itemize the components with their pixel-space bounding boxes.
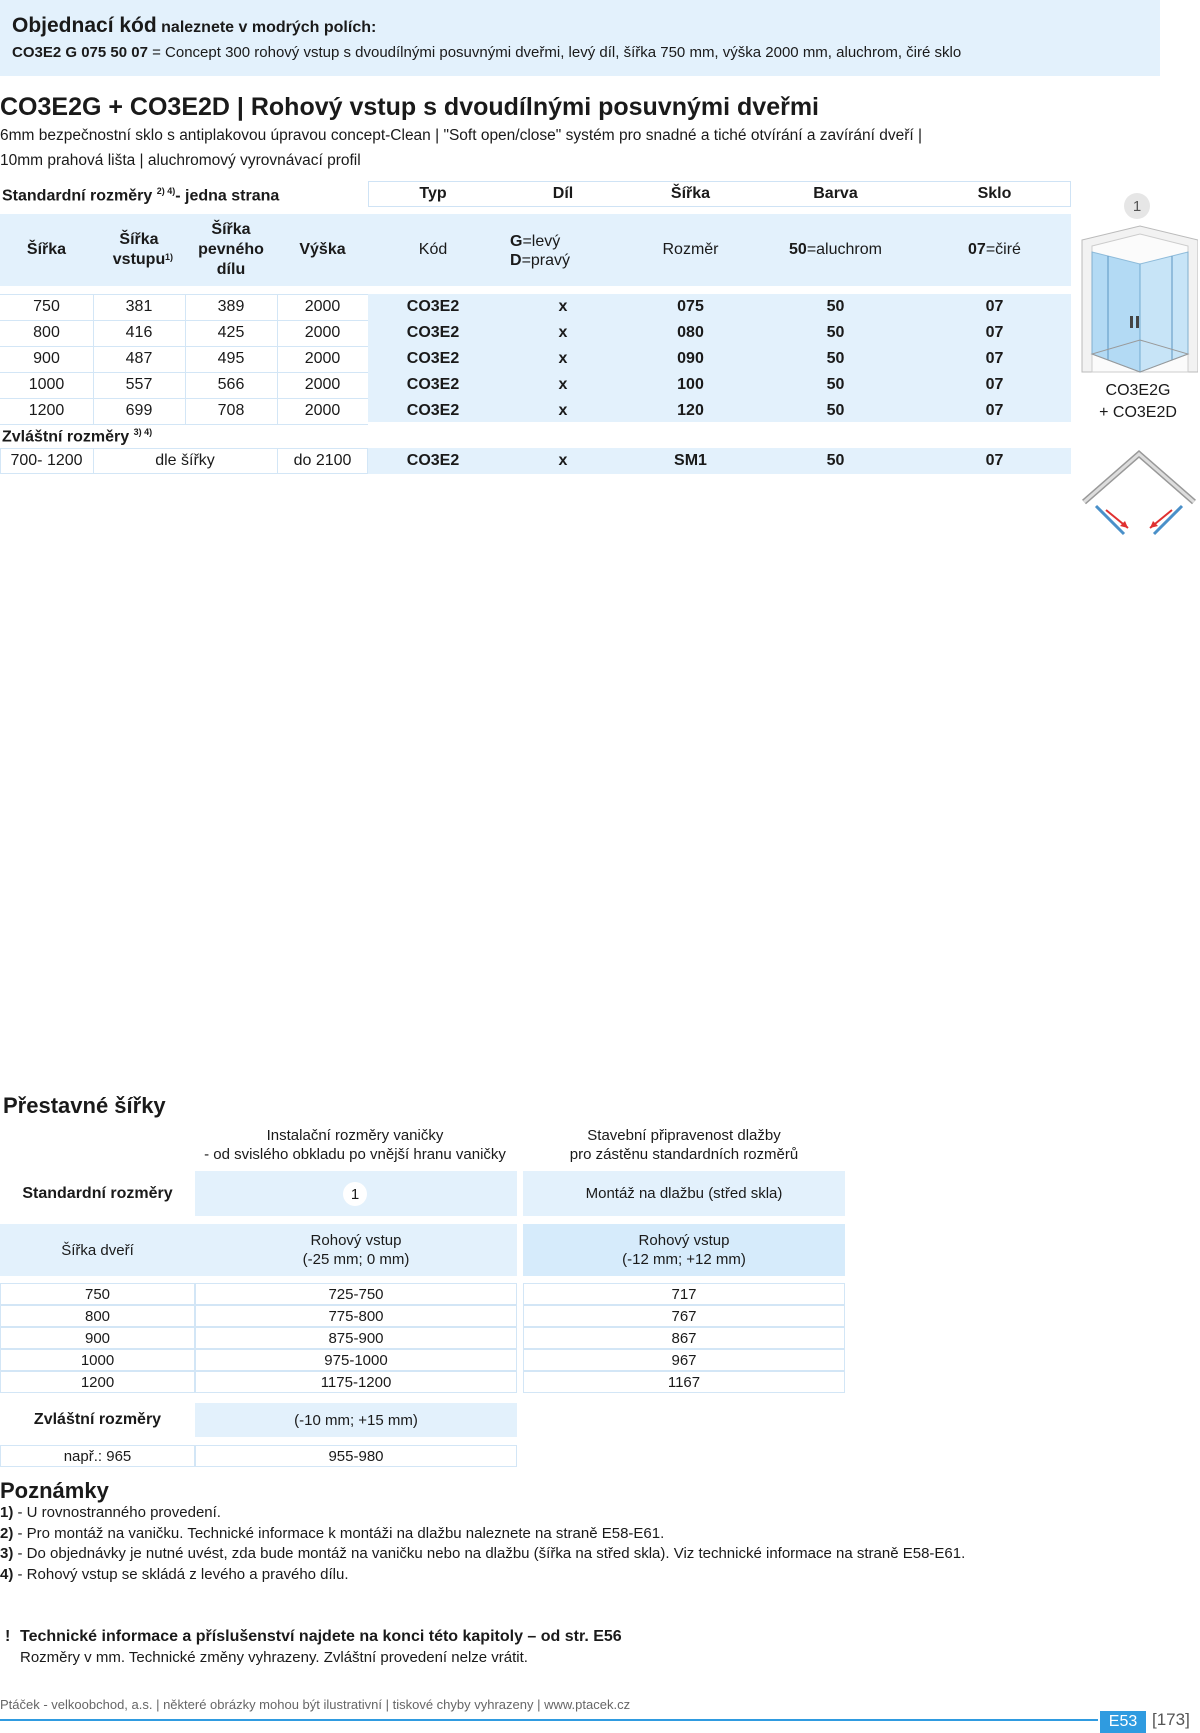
col-head-barva: Barva [813,185,858,202]
footer-page-code: E53 [1100,1711,1146,1733]
row-divider [0,398,368,399]
table-row: 1000 975-1000 967 [0,1349,845,1371]
page-title: CO3E2G + CO3E2D | Rohový vstup s dvoudílnými posuvnými dveřmi [0,93,820,121]
row-divider [0,294,368,295]
standard-sizes-label: Standardní rozměry $^{2) 4)}$- jedna strana [2,186,280,205]
tray-dimensions-head: Instalační rozměry vaničky - od svislého obkladu po vnější hranu vaničky [204,1127,506,1163]
product-description-line2: 10mm prahová lišta | aluchromový vyrovnávací profil [0,152,361,169]
row-divider [0,424,368,425]
table-row: 1000 557 566 2000 CO3E2 x 100 50 07 [28,376,1004,393]
table-row: 900 875-900 867 [0,1327,845,1349]
order-code-example: CO3E2 G 075 50 07 [12,44,148,61]
shower-enclosure-illustration [1078,222,1198,374]
col-head-sklo: Sklo [977,185,1012,202]
table-row: 800 775-800 767 [0,1305,845,1327]
row-divider [0,320,368,321]
subhead-sirka-pevneho: Šířka pevného dílu [198,221,264,278]
order-code-title: Objednací kód [12,14,157,37]
table2-badge: 1 [343,1182,367,1206]
table2-standard-label: Standardní rozměry [22,1184,173,1202]
table2-special-range: (-10 mm; +15 mm) [195,1403,517,1437]
col-divider [93,448,94,474]
warning-text: Technické informace a příslušenství najdete na konci této kapitoly – od str. E56 [20,1628,622,1645]
table-row: 900 487 495 2000 CO3E2 x 090 50 07 [33,350,1004,367]
warning-mark: ! [5,1628,11,1645]
order-code-description: = Concept 300 rohový vstup s dvoudílnými posuvnými dveřmi, levý díl, šířka 750 mm, výška 2000 mm, aluchrom, čiré sklo [152,44,962,61]
table2-special-label: Zvláštní rozměry [33,1411,162,1428]
note-item: 4) - Rohový vstup se skládá z levého a pravého dílu. [0,1565,349,1583]
subhead-rozmer: Rozměr [662,241,719,258]
subhead-sklo: 07 =čiré [968,241,1021,258]
col-head-dil: Díl [552,185,574,202]
col-head-sirka: Šířka [670,185,711,202]
row-divider [0,372,368,373]
warning-subtext: Rozměry v mm. Technické změny vyhrazeny. Zvláštní provedení nelze vrátit. [20,1649,528,1666]
subhead-sup1: 1) [165,252,174,262]
product-description-line1: 6mm bezpečnostní sklo s antiplakovou úpravou concept-Clean | "Soft open/close" systém pro snadné a tiché otvírání a zavírání dveří | [0,127,922,144]
row-divider [0,346,368,347]
col-divider [277,294,278,424]
footer-page-number: [173] [1152,1710,1190,1729]
col-divider [277,448,278,474]
subhead-sirka: Šířka [26,241,67,258]
figure-caption-line2: + CO3E2D [1099,404,1177,421]
note-item: 2) - Pro montáž na vaničku. Technické informace k montáži na dlažbu naleznete na straně E58-E61. [0,1524,665,1542]
table-row: 700- 1200 dle šířky do 2100 CO3E2 x SM1 50 07 [10,452,1004,469]
notes-list [0,1503,965,1585]
order-code-subtitle: naleznete v modrých polích: [161,19,377,36]
table-row: 750 725-750 717 [0,1283,845,1305]
floor-plan-icon [1080,450,1198,540]
col-head-typ: Typ [419,185,447,202]
footer-rule [0,1719,1098,1721]
table2-col-door-width: Šířka dveří [0,1224,195,1276]
table-row: 800 416 425 2000 CO3E2 x 080 50 07 [33,324,1004,341]
table-row: např.: 965 955-980 [0,1445,517,1467]
order-code-box [0,0,1160,76]
subhead-sirka-vstupu: Šířka vstupu [112,231,166,268]
subhead-dil: G=levý D=pravý [510,233,571,269]
figure-caption-line1: CO3E2G [1105,382,1171,399]
figure-badge: 1 [1124,193,1150,219]
col-divider [185,294,186,424]
subhead-barva: 50 =aluchrom [789,241,882,258]
table2-col-corner-a: Rohový vstup (-25 mm; 0 mm) [195,1224,517,1276]
table-row: 1200 1175-1200 1167 [0,1371,845,1393]
special-sizes-label: Zvláštní rozměry $^{3) 4)}$ [2,427,153,446]
footer-text: Ptáček - velkoobchod, a.s. | některé obrázky mohou být ilustrativní | tiskové chyby vyhrazeny | www.ptacek.cz [0,1697,631,1712]
table-row: 1200 699 708 2000 CO3E2 x 120 50 07 [28,402,1004,419]
subhead-kod: Kód [418,241,448,258]
notes-title: Poznámky [0,1478,109,1503]
tile-readiness-head: Stavební připravenost dlažby pro zástěnu standardních rozměrů [569,1127,799,1163]
col-divider [93,294,94,424]
table2-col-corner-b: Rohový vstup (-12 mm; +12 mm) [523,1224,845,1276]
table-row: 750 381 389 2000 CO3E2 x 075 50 07 [33,298,1004,315]
subhead-vyska: Výška [299,241,346,258]
table2-mount-cell: Montáž na dlažbu (střed skla) [523,1171,845,1216]
adjustable-widths-title: Přestavné šířky [3,1093,166,1118]
note-item: 3) - Do objednávky je nutné uvést, zda bude montáž na vaničku nebo na dlažbu (šířka na střed skla). Viz technické informace na straně E58-E61. [0,1545,966,1562]
note-item: 1) - U rovnostranného provedení. [0,1504,221,1521]
